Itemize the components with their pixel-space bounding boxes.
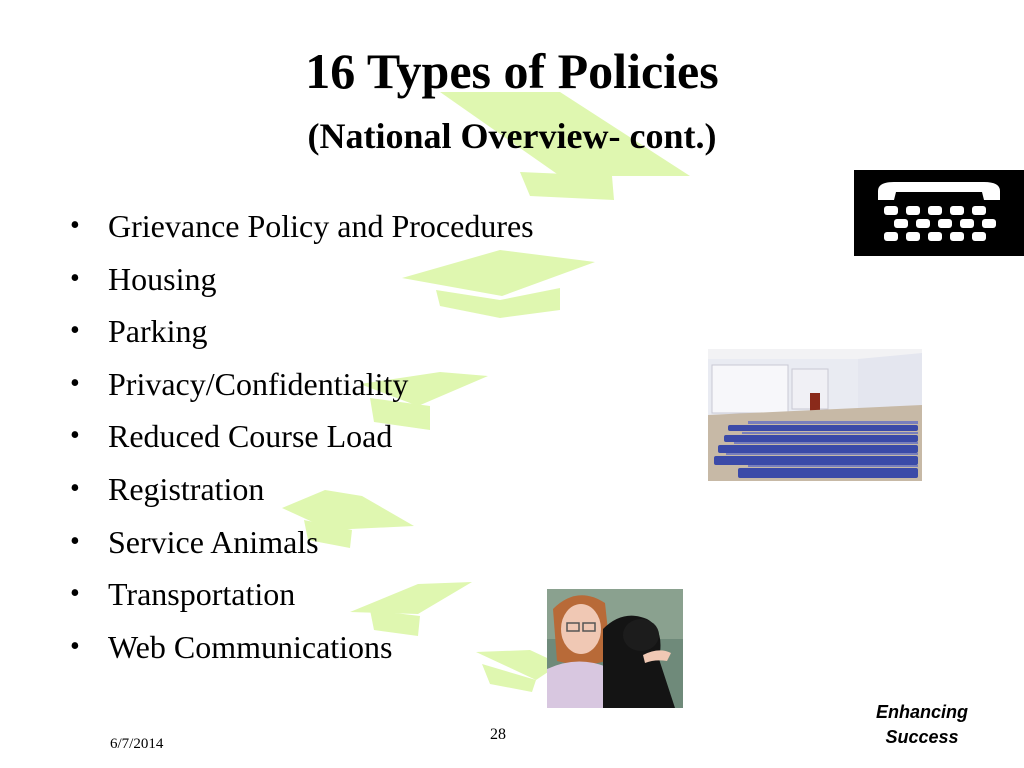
bullet-icon: • [70, 420, 80, 452]
list-item [70, 305, 534, 358]
brand-logo-text [860, 700, 984, 750]
list-item-text: Privacy/Confidentiality [108, 365, 409, 402]
tty-phone-icon [854, 170, 1024, 256]
list-item-text: Service Animals [108, 523, 319, 560]
bullet-icon: • [70, 630, 80, 662]
bullet-icon: • [70, 367, 80, 399]
bullet-icon: • [70, 578, 80, 610]
list-item-text: Web Communications [108, 628, 393, 665]
slide-subtitle: (National Overview- cont.) [307, 116, 717, 156]
list-item-text: Registration [108, 470, 265, 507]
list-item-text: Grievance Policy and Procedures [108, 208, 534, 244]
brand-line: Enhancing [875, 702, 968, 722]
list-item [70, 358, 534, 411]
list-item [70, 463, 534, 516]
slide-title: 16 Types of Policies [305, 43, 719, 99]
bullet-icon: • [70, 525, 80, 557]
list-item [70, 568, 534, 621]
list-item-text: Parking [108, 313, 208, 350]
footer-date: 6/7/2014 [110, 736, 164, 752]
list-item [70, 253, 534, 306]
list-item-text: Reduced Course Load [108, 418, 393, 455]
list-item [70, 200, 534, 253]
list-item [70, 621, 534, 674]
list-item [70, 516, 534, 569]
list-item-text: Transportation [108, 576, 296, 613]
bullet-icon: • [70, 210, 80, 241]
list-item-text: Housing [108, 260, 217, 297]
list-item [70, 410, 534, 463]
slide-number: 28 [490, 726, 506, 743]
bullet-icon: • [70, 315, 80, 347]
girl-with-service-dog-photo [547, 589, 683, 708]
brand-line: Success [885, 727, 959, 747]
bullet-icon: • [70, 472, 80, 504]
policy-list [70, 200, 534, 673]
bullet-icon: • [70, 262, 80, 294]
auditorium-photo [708, 349, 922, 481]
